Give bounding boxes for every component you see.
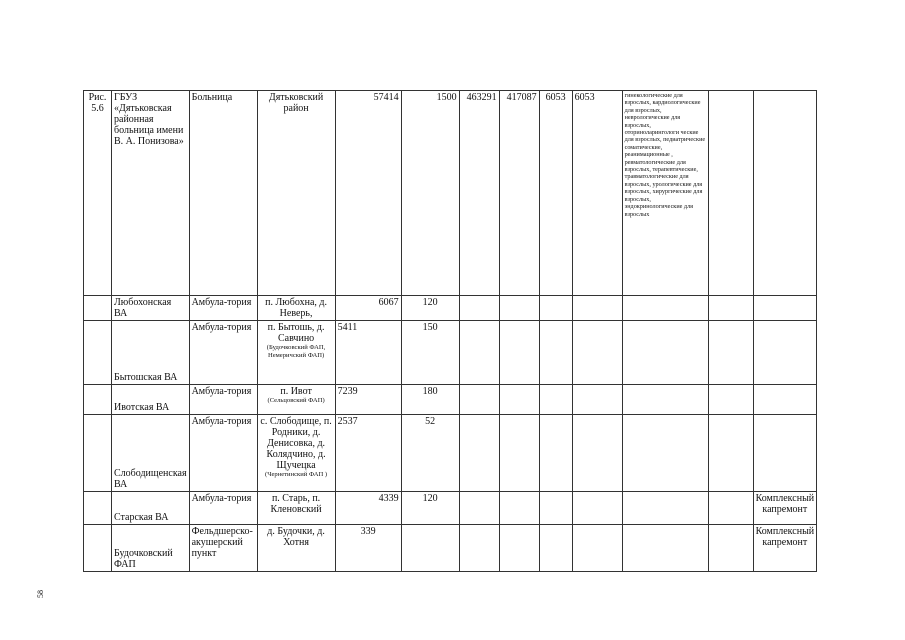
capacity-value: 1500 bbox=[401, 91, 459, 296]
empty-cell bbox=[539, 415, 572, 492]
empty-cell bbox=[622, 321, 708, 385]
empty-cell bbox=[572, 415, 622, 492]
capacity-value bbox=[401, 525, 459, 572]
empty-cell bbox=[708, 385, 753, 415]
population-value: 7239 bbox=[335, 385, 401, 415]
facility-type: Амбула-тория bbox=[189, 415, 257, 492]
table-row bbox=[84, 415, 817, 492]
empty-cell bbox=[539, 525, 572, 572]
empty-cell bbox=[572, 525, 622, 572]
note-cell bbox=[753, 415, 817, 492]
capacity-value: 120 bbox=[401, 492, 459, 525]
facility-name: Бытошская ВА bbox=[112, 321, 190, 385]
facilities-table bbox=[83, 90, 817, 572]
facility-name: ГБУЗ «Дятьковская районная больница имени В. А. Понизова» bbox=[112, 91, 190, 296]
empty-cell bbox=[572, 492, 622, 525]
empty-cell bbox=[708, 321, 753, 385]
facility-type: Амбула-тория bbox=[189, 321, 257, 385]
table-row bbox=[84, 492, 817, 525]
empty-cell bbox=[499, 525, 539, 572]
facility-name: Старская ВА bbox=[112, 492, 190, 525]
facility-location: п. Старь, п. Кленовский bbox=[257, 492, 335, 525]
facility-name: Слободищенская ВА bbox=[112, 415, 190, 492]
capacity-value: 150 bbox=[401, 321, 459, 385]
empty-cell bbox=[622, 296, 708, 321]
bed-profiles: гинекологические для взрослых, кардиологические для взрослых, неврологические для взрослых, оториноларингологи ческие для взрослых, педиатрические соматические, реанимационные , ревматологические для взрослых, терапевтические, травматологические для взрослых, урологические для взрослых, хирургические для взрослых, эндокринологические для взрослых bbox=[622, 91, 708, 296]
empty-cell bbox=[499, 415, 539, 492]
capacity-value: 52 bbox=[401, 415, 459, 492]
note-cell: Комплексный капремонт bbox=[753, 525, 817, 572]
empty-cell bbox=[539, 321, 572, 385]
empty-cell bbox=[84, 525, 112, 572]
empty-cell bbox=[84, 492, 112, 525]
empty-cell bbox=[84, 415, 112, 492]
empty-cell bbox=[459, 321, 499, 385]
facility-type: Больница bbox=[189, 91, 257, 296]
facility-location: п. Любохна, д. Неверь, bbox=[257, 296, 335, 321]
value-cell: 463291 bbox=[459, 91, 499, 296]
facility-type: Амбула-тория bbox=[189, 492, 257, 525]
population-value: 339 bbox=[335, 525, 401, 572]
table-row bbox=[84, 91, 817, 296]
table-row bbox=[84, 296, 817, 321]
facility-location: п. Ивот (Сельцовский ФАП) bbox=[257, 385, 335, 415]
empty-cell bbox=[459, 415, 499, 492]
empty-cell bbox=[622, 385, 708, 415]
facility-name: Любохонская ВА bbox=[112, 296, 190, 321]
empty-cell bbox=[708, 492, 753, 525]
note-cell bbox=[753, 296, 817, 321]
empty-cell bbox=[499, 492, 539, 525]
note-cell bbox=[753, 91, 817, 296]
value-cell: 6053 bbox=[539, 91, 572, 296]
empty-cell bbox=[622, 415, 708, 492]
facility-location: д. Будочки, д. Хотня bbox=[257, 525, 335, 572]
note-cell: Комплексный капремонт bbox=[753, 492, 817, 525]
capacity-value: 180 bbox=[401, 385, 459, 415]
empty-cell bbox=[84, 321, 112, 385]
empty-cell bbox=[708, 91, 753, 296]
note-cell bbox=[753, 321, 817, 385]
empty-cell bbox=[708, 296, 753, 321]
empty-cell bbox=[84, 385, 112, 415]
table-row bbox=[84, 321, 817, 385]
empty-cell bbox=[539, 492, 572, 525]
note-cell bbox=[753, 385, 817, 415]
value-cell: 6053 bbox=[572, 91, 622, 296]
population-value: 5411 bbox=[335, 321, 401, 385]
facility-location: с. Слободище, п. Родники, д. Денисовка, д. Колядчино, д. Щучецка (Чернетинский ФАП ) bbox=[257, 415, 335, 492]
empty-cell bbox=[459, 492, 499, 525]
population-value: 2537 bbox=[335, 415, 401, 492]
table-row bbox=[84, 525, 817, 572]
empty-cell bbox=[499, 296, 539, 321]
table-row bbox=[84, 385, 817, 415]
empty-cell bbox=[84, 296, 112, 321]
empty-cell bbox=[622, 492, 708, 525]
empty-cell bbox=[539, 296, 572, 321]
population-value: 57414 bbox=[335, 91, 401, 296]
population-value: 4339 bbox=[335, 492, 401, 525]
value-cell: 417087 bbox=[499, 91, 539, 296]
empty-cell bbox=[539, 385, 572, 415]
capacity-value: 120 bbox=[401, 296, 459, 321]
empty-cell bbox=[622, 525, 708, 572]
empty-cell bbox=[572, 385, 622, 415]
empty-cell bbox=[572, 321, 622, 385]
facility-location: Дятьковский район bbox=[257, 91, 335, 296]
facility-type: Фельдшерско-акушерский пункт bbox=[189, 525, 257, 572]
empty-cell bbox=[499, 385, 539, 415]
empty-cell bbox=[708, 525, 753, 572]
empty-cell bbox=[708, 415, 753, 492]
empty-cell bbox=[499, 321, 539, 385]
facility-name: Будочковский ФАП bbox=[112, 525, 190, 572]
figure-ref: Рис. 5.6 bbox=[84, 91, 112, 296]
facility-type: Амбула-тория bbox=[189, 296, 257, 321]
empty-cell bbox=[572, 296, 622, 321]
facility-location: п. Бытошь, д. Савчино (Будочковский ФАП, Немеричский ФАП) bbox=[257, 321, 335, 385]
page-number: 58 bbox=[36, 590, 45, 598]
population-value: 6067 bbox=[335, 296, 401, 321]
facility-type: Амбула-тория bbox=[189, 385, 257, 415]
facility-name: Ивотская ВА bbox=[112, 385, 190, 415]
empty-cell bbox=[459, 525, 499, 572]
empty-cell bbox=[459, 296, 499, 321]
empty-cell bbox=[459, 385, 499, 415]
